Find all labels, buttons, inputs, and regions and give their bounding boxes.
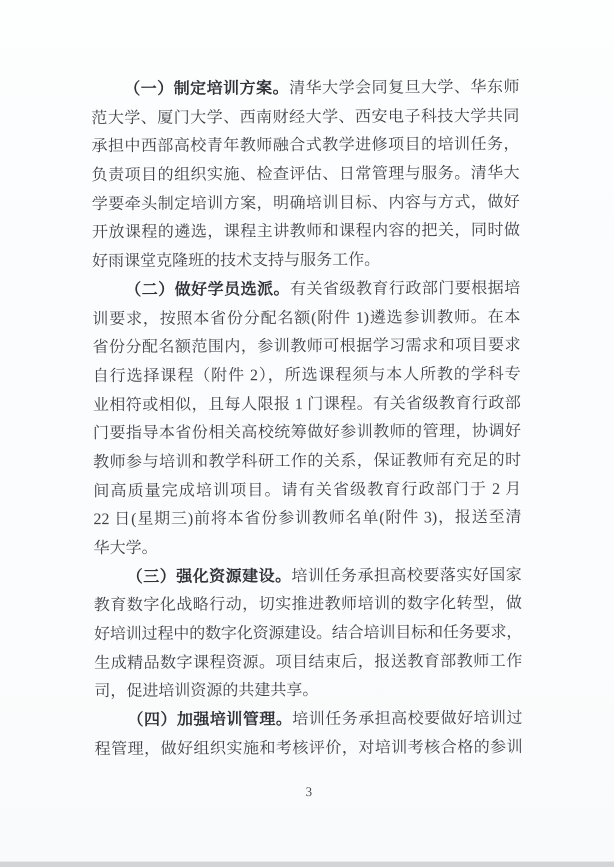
paragraph-heading: （三）强化资源建设。 bbox=[126, 567, 292, 586]
text-line: （二）做好学员选派。有关省级教育行政部门要根据培 bbox=[125, 279, 521, 299]
text-line: 华大学。 bbox=[93, 539, 158, 558]
text-line: 自行选择课程（附件 2），所选课程须与本人所教的学科专 bbox=[92, 365, 521, 385]
text-line: 训要求，按照本省份分配名额(附件 1)遴选参训教师。在本 bbox=[92, 308, 521, 328]
page-number: 3 bbox=[305, 783, 313, 800]
text-line: 学要牵头制定培训方案，明确培训目标、内容与方式，做好 bbox=[91, 193, 520, 213]
paragraph-heading: （四）加强培训管理。 bbox=[127, 711, 293, 730]
text-line: 业相符或相似，且每人限报 1 门课程。有关省级教育行政部 bbox=[92, 394, 521, 414]
text-line: （三）强化资源建设。培训任务承担高校要落实好国家 bbox=[126, 566, 522, 586]
text-line: 范大学、厦门大学、西南财经大学、西安电子科技大学共同 bbox=[91, 107, 520, 127]
text-line: （四）加强培训管理。培训任务承担高校要做好培训过 bbox=[127, 710, 523, 730]
text-line: 22 日(星期三)前将本省份参训教师名单(附件 3)，报送至清 bbox=[93, 509, 522, 529]
scan-bottom-edge bbox=[0, 862, 614, 867]
text-line: 好雨课堂克隆班的技术支持与服务工作。 bbox=[92, 251, 381, 271]
text-line: 门要指导本省份相关高校统筹做好参训教师的管理，协调好 bbox=[92, 423, 522, 443]
text-line: 教育数字化战略行动，切实推进教师培训的数字化转型，做 bbox=[93, 595, 522, 615]
text-line: 生成精品数字课程资源。项目结束后，报送教育部教师工作 bbox=[94, 652, 523, 672]
document-body bbox=[91, 74, 523, 765]
text-line: 间高质量完成培训项目。请有关省级教育行政部门于 2 月 bbox=[93, 480, 522, 500]
text-line: 省份分配名额范围内，参训教师可根据学习需求和项目要求 bbox=[92, 337, 521, 357]
text-line: 开放课程的遴选，课程主讲教师和课程内容的把关，同时做 bbox=[91, 222, 520, 242]
text-line: 承担中西部高校青年教师融合式教学进修项目的培训任务， bbox=[91, 136, 520, 156]
text-line: 教师参与培训和教学科研工作的关系，保证教师有充足的时 bbox=[93, 451, 522, 472]
text-line: 负责项目的组织实施、检查评估、日常管理与服务。清华大 bbox=[91, 164, 520, 185]
text-line: 司，促进培训资源的共建共享。 bbox=[94, 682, 319, 701]
paragraph-heading: （一）制定培训方案。 bbox=[124, 80, 290, 98]
paragraph-heading: （二）做好学员选派。 bbox=[125, 280, 291, 299]
text-line: （一）制定培训方案。清华大学会同复旦大学、华东师 bbox=[124, 78, 520, 98]
text-line: 程管理，做好组织实施和考核评价，对培训考核合格的参训 bbox=[94, 738, 523, 758]
text-line: 好培训过程中的数字化资源建设。结合培训目标和任务要求， bbox=[94, 623, 523, 644]
